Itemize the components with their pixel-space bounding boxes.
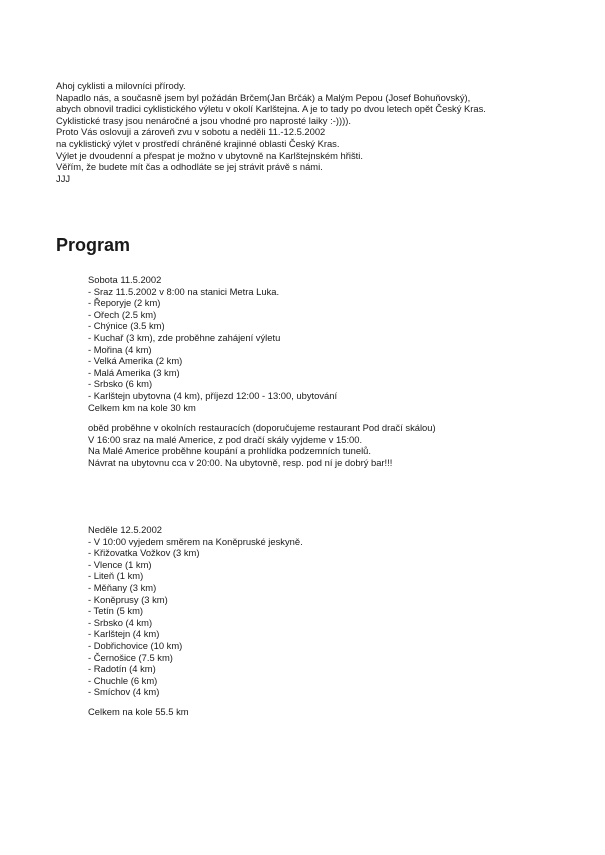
list-item: - Kuchař (3 km), zde proběhne zahájení výletu [88,331,281,343]
list-item: - Černošice (7.5 km) [88,651,173,663]
list-item: - Křižovatka Vožkov (3 km) [88,547,200,559]
list-item: - Dobřichovice (10 km) [88,639,183,651]
list-item: - Velká Amerika (2 km) [88,355,183,367]
list-item: - Karlštejn (4 km) [88,628,160,640]
saturday-notes [88,422,436,468]
saturday-schedule [88,274,337,413]
note-line: V 16:00 sraz na malé Americe, z pod dračí skály vyjdeme v 15:00. [88,433,363,445]
intro-line: Proto Vás oslovuji a zároveň zvu v sobotu a neděli 11.-12.5.2002 [56,126,326,138]
list-item: - Liteň (1 km) [88,570,144,582]
list-item: - Řeporyje (2 km) [88,297,161,309]
intro-line: Cyklistické trasy jsou nenáročné a jsou vhodné pro naprosté laiky :-)))). [56,114,351,126]
list-item: - Koněprusy (3 km) [88,593,168,605]
list-item: - Ořech (2.5 km) [88,308,157,320]
list-item: - Radotín (4 km) [88,663,156,675]
list-item: - Smíchov (4 km) [88,686,160,698]
intro-line: Výlet je dvoudenní a přespat je možno v ubytovně na Karlštejnském hřišti. [56,149,363,161]
sunday-schedule [88,524,303,698]
list-item: - V 10:00 vyjedem směrem na Koněpruské jeskyně. [88,535,303,547]
list-item: - Chuchle (6 km) [88,674,158,686]
intro-signature: JJJ [56,172,71,184]
intro-line: Věřím, že budete mít čas a odhodláte se jej strávit právě s námi. [56,161,323,173]
sunday-total: Celkem na kole 55.5 km [88,706,189,717]
intro-line: Napadlo nás, a současně jsem byl požádán Brčem(Jan Brčák) a Malým Pepou (Josef Bohuňovský), [56,91,471,103]
list-item: - Karlštejn ubytovna (4 km), příjezd 12:00 - 13:00, ubytování [88,389,338,401]
list-item: - Mořina (4 km) [88,343,152,355]
list-item: - Srbsko (4 km) [88,616,153,628]
note-line: oběd proběhne v okolních restauracích (doporučujeme restaurant Pod dračí skálou) [88,422,436,433]
list-item: - Malá Amerika (3 km) [88,366,180,378]
intro-line: na cyklistický výlet v prostředí chráněné krajinné oblasti Český Kras. [56,137,340,149]
note-line: Návrat na ubytovnu cca v 20:00. Na ubytovně, resp. pod ní je dobrý bar!!! [88,456,393,468]
list-item: - Měňany (3 km) [88,581,157,593]
list-item: - Vlence (1 km) [88,558,152,570]
list-item: - Sraz 11.5.2002 v 8:00 na stanici Metra Luka. [88,285,280,297]
saturday-total: Celkem km na kole 30 km [88,401,196,413]
intro-line: abych obnovil tradici cyklistického výletu v okolí Karlštejna. A je to tady po dvou letech opět Český Kras. [56,103,486,115]
note-line: Na Malé Americe proběhne koupání a prohlídka podzemních tunelů. [88,445,371,457]
list-item: - Tetín (5 km) [88,605,144,617]
intro-paragraph [56,80,576,184]
sunday-heading: Neděle 12.5.2002 [88,524,163,535]
list-item: - Chýnice (3.5 km) [88,320,165,332]
saturday-heading: Sobota 11.5.2002 [88,274,162,285]
intro-line: Ahoj cyklisti a milovníci přírody. [56,80,186,91]
program-title: Program [56,235,131,255]
list-item: - Srbsko (6 km) [88,378,153,390]
